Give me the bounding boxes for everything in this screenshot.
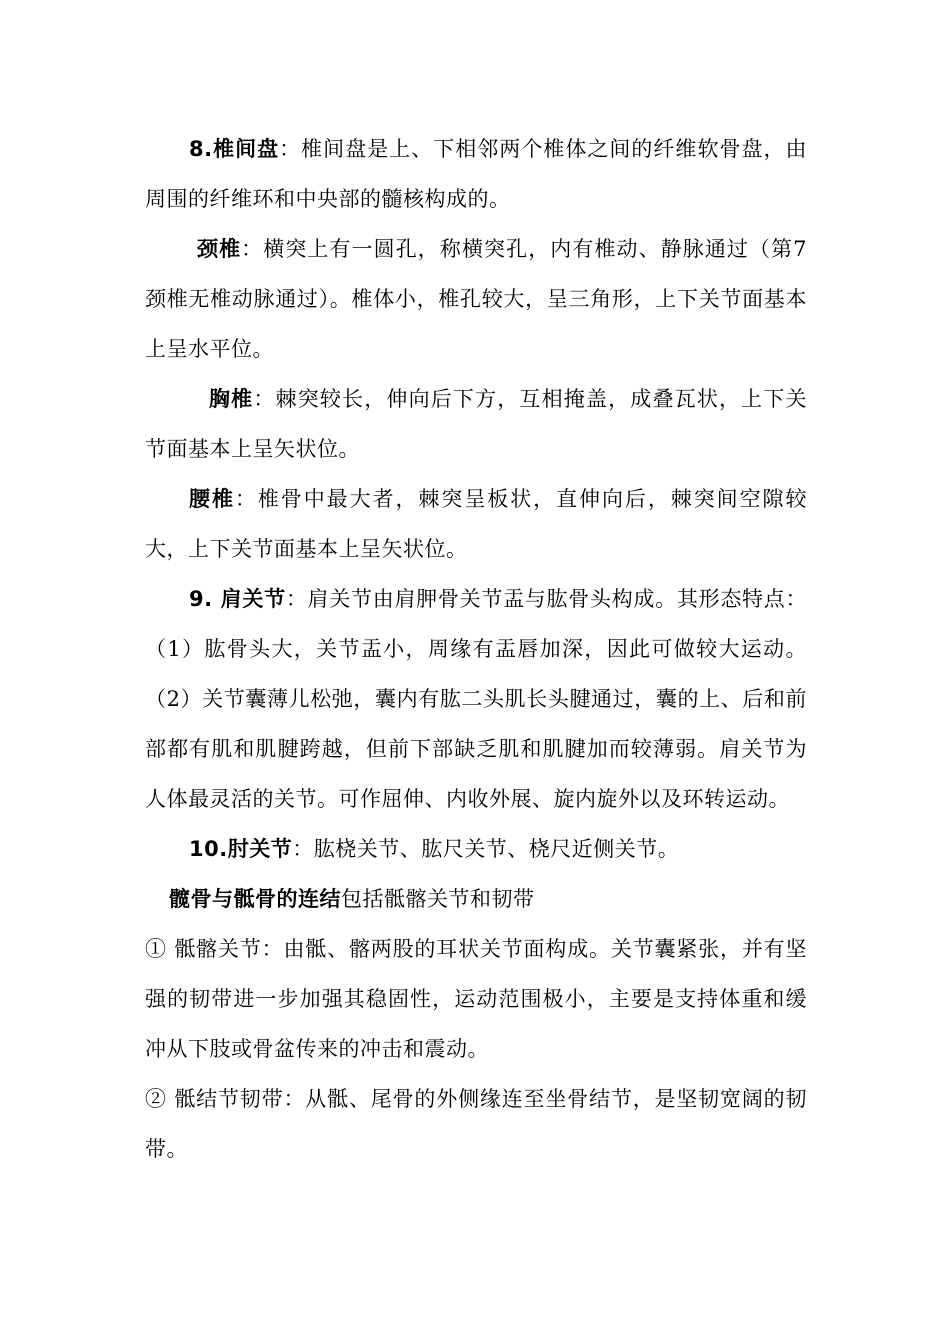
paragraph-text: ② 骶结节韧带：从骶、尾骨的外侧缘连至坐骨结节，是坚韧宽阔的韧带。 [145, 1087, 807, 1161]
paragraph-shoulder-joint [145, 574, 807, 824]
paragraph-sacrotuberous-ligament [145, 1074, 807, 1174]
paragraph-sacroiliac-joint [145, 924, 807, 1074]
paragraph-text: ：棘突较长，伸向后下方，互相掩盖，成叠瓦状，上下关节面基本上呈矢状位。 [145, 387, 808, 461]
paragraph-lumbar-vertebra [145, 474, 807, 574]
term-heading: 10.肘关节 [189, 837, 293, 861]
term-heading: 胸椎 [209, 387, 254, 411]
paragraph-cervical-vertebra [145, 224, 807, 374]
paragraph-text: ：肩关节由肩胛骨关节盂与肱骨头构成。其形态特点：（1）肱骨头大，关节盂小，周缘有盂唇加深，因此可做较大运动。（2）关节囊薄儿松弛，囊内有肱二头肌长头腱通过，囊的上、后和前部都有肌和肌腱跨越，但前下部缺乏肌和肌腱加而较薄弱。肩关节为人体最灵活的关节。可作屈伸、内收外展、旋内旋外以及环转运动。 [145, 587, 808, 811]
paragraph-intervertebral-disc [145, 124, 807, 224]
paragraph-text: ：椎骨中最大者，棘突呈板状，直伸向后，棘突间空隙较大，上下关节面基本上呈矢状位。 [145, 487, 808, 561]
paragraph-text: ：肱桡关节、肱尺关节、桡尺近侧关节。 [292, 837, 680, 861]
term-heading: 髋骨与骶骨的连结 [169, 887, 341, 911]
paragraph-text: ① 骶髂关节：由骶、髂两股的耳状关节面构成。关节囊紧张，并有坚强的韧带进一步加强其稳固性，运动范围极小，主要是支持体重和缓冲从下肢或骨盆传来的冲击和震动。 [145, 937, 807, 1061]
term-heading: 9. 肩关节 [189, 587, 286, 611]
term-heading: 腰椎 [189, 487, 235, 511]
paragraph-hip-sacrum-connection [145, 874, 807, 924]
paragraph-text: 包括骶髂关节和韧带 [341, 887, 535, 911]
paragraph-text: ：椎间盘是上、下相邻两个椎体之间的纤维软骨盘，由周围的纤维环和中央部的髓核构成的。 [145, 137, 808, 211]
paragraph-text: ：横突上有一圆孔，称横突孔，内有椎动、静脉通过（第7颈椎无椎动脉通过）。椎体小，椎孔较大，呈三角形，上下关节面基本上呈水平位。 [145, 237, 808, 361]
paragraph-thoracic-vertebra [145, 374, 807, 474]
term-heading: 8.椎间盘 [189, 137, 280, 161]
document-body [145, 124, 807, 1174]
term-heading: 颈椎 [197, 237, 242, 261]
paragraph-elbow-joint [145, 824, 807, 874]
